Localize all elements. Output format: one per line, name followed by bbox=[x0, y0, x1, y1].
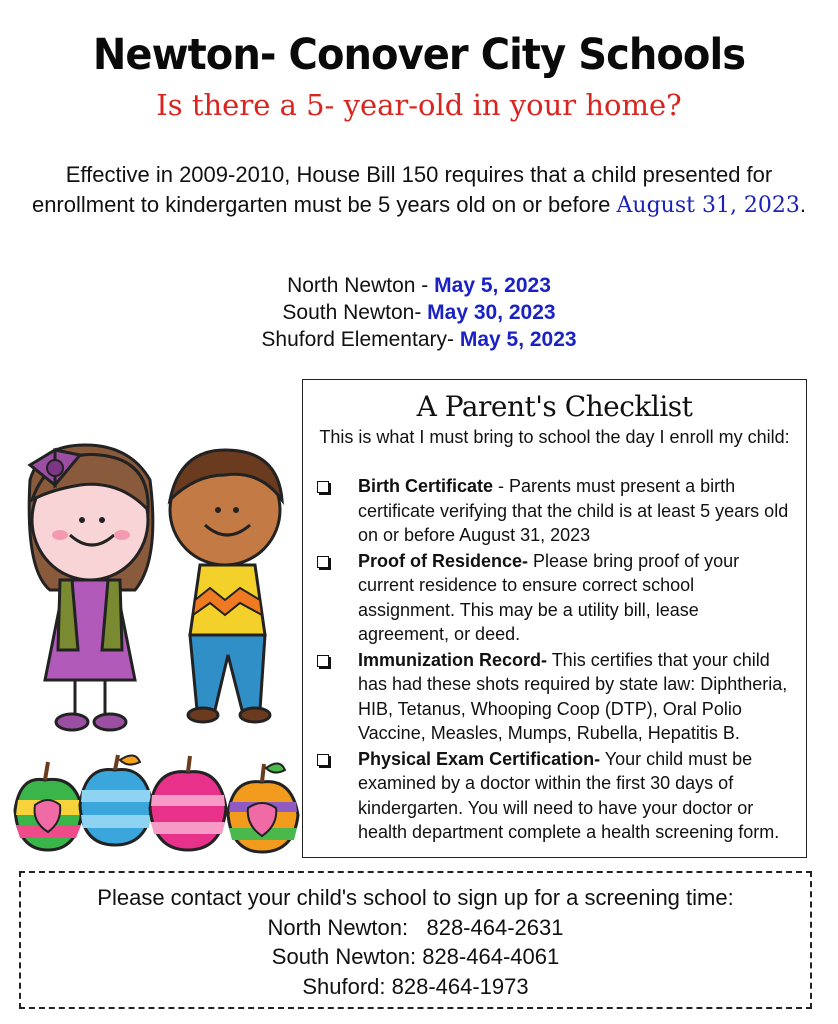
cutoff-date: August 31, 2023 bbox=[616, 193, 800, 218]
school-date: May 30, 2023 bbox=[427, 301, 556, 324]
parent-checklist bbox=[302, 379, 807, 858]
checkbox-icon bbox=[317, 556, 329, 568]
item-label: Proof of Residence- bbox=[358, 550, 529, 571]
school-date-row bbox=[0, 326, 838, 353]
checkbox-icon bbox=[317, 754, 329, 766]
intro-text: Effective in 2009-2010, House Bill 150 requires that a child presented for enrollment to kindergarten must be 5 years old on or before bbox=[31, 162, 773, 217]
school-date-row bbox=[0, 299, 838, 326]
intro-paragraph bbox=[20, 160, 818, 221]
item-text: Your child must be examined by a doctor within the first 30 days of kindergarten. You will need to have your doctor or health department complete a health screening form. bbox=[358, 748, 780, 842]
boy-figure bbox=[170, 450, 282, 722]
school-name: North Newton - bbox=[287, 274, 435, 297]
list-item bbox=[303, 747, 806, 845]
checkbox-icon bbox=[317, 481, 329, 493]
apple-1 bbox=[15, 762, 82, 850]
girl-figure bbox=[29, 445, 153, 730]
contact-box bbox=[19, 871, 812, 1009]
school-dates-list bbox=[0, 272, 838, 353]
intro-period: . bbox=[799, 192, 807, 217]
school-date-row bbox=[0, 272, 838, 299]
checklist-items bbox=[303, 474, 806, 845]
item-label: Birth Certificate bbox=[358, 476, 494, 496]
page-title: Newton- Conover City Schools bbox=[92, 30, 746, 80]
apples-illustration bbox=[10, 750, 302, 860]
contact-line: Shuford: 828-464-1973 bbox=[302, 973, 529, 999]
apple-2 bbox=[80, 755, 152, 845]
item-label: Immunization Record- bbox=[358, 649, 548, 670]
item-text: - Parents must present a birth certificate verifying that the child is at least 5 years old on or before August 31, 2023 bbox=[358, 476, 789, 545]
page-subtitle: Is there a 5- year-old in your home? bbox=[156, 88, 682, 122]
children-illustration bbox=[10, 440, 300, 740]
school-date: May 5, 2023 bbox=[459, 328, 577, 351]
checkbox-icon bbox=[317, 655, 329, 667]
apple-3 bbox=[150, 756, 226, 850]
item-text: Please bring proof of your current residence to ensure correct school assignment. This may be a utility bill, lease agreement, or deed. bbox=[358, 550, 740, 644]
contact-line: North Newton: 828-464-2631 bbox=[267, 914, 564, 940]
item-text: This certifies that your child has had these shots required by state law: Diphtheria, HIB, Tetanus, Whooping Coop (DTP), Oral Polio Vaccine, Measles, Mumps, Rubella, Hepatitis B. bbox=[358, 649, 788, 743]
list-item bbox=[303, 474, 806, 548]
checklist-lead: This is what I must bring to school the day I enroll my child: bbox=[319, 427, 790, 447]
contact-heading: Please contact your child's school to sign up for a screening time: bbox=[97, 885, 734, 910]
checklist-title: A Parent's Checklist bbox=[416, 390, 693, 423]
school-name: Shuford Elementary- bbox=[261, 328, 460, 351]
school-date: May 5, 2023 bbox=[434, 274, 551, 297]
list-item bbox=[303, 549, 806, 647]
item-label: Physical Exam Certification- bbox=[358, 748, 601, 769]
list-item bbox=[303, 648, 806, 746]
apple-4 bbox=[228, 763, 298, 852]
school-name: South Newton- bbox=[282, 301, 428, 324]
contact-line: South Newton: 828-464-4061 bbox=[271, 944, 560, 969]
